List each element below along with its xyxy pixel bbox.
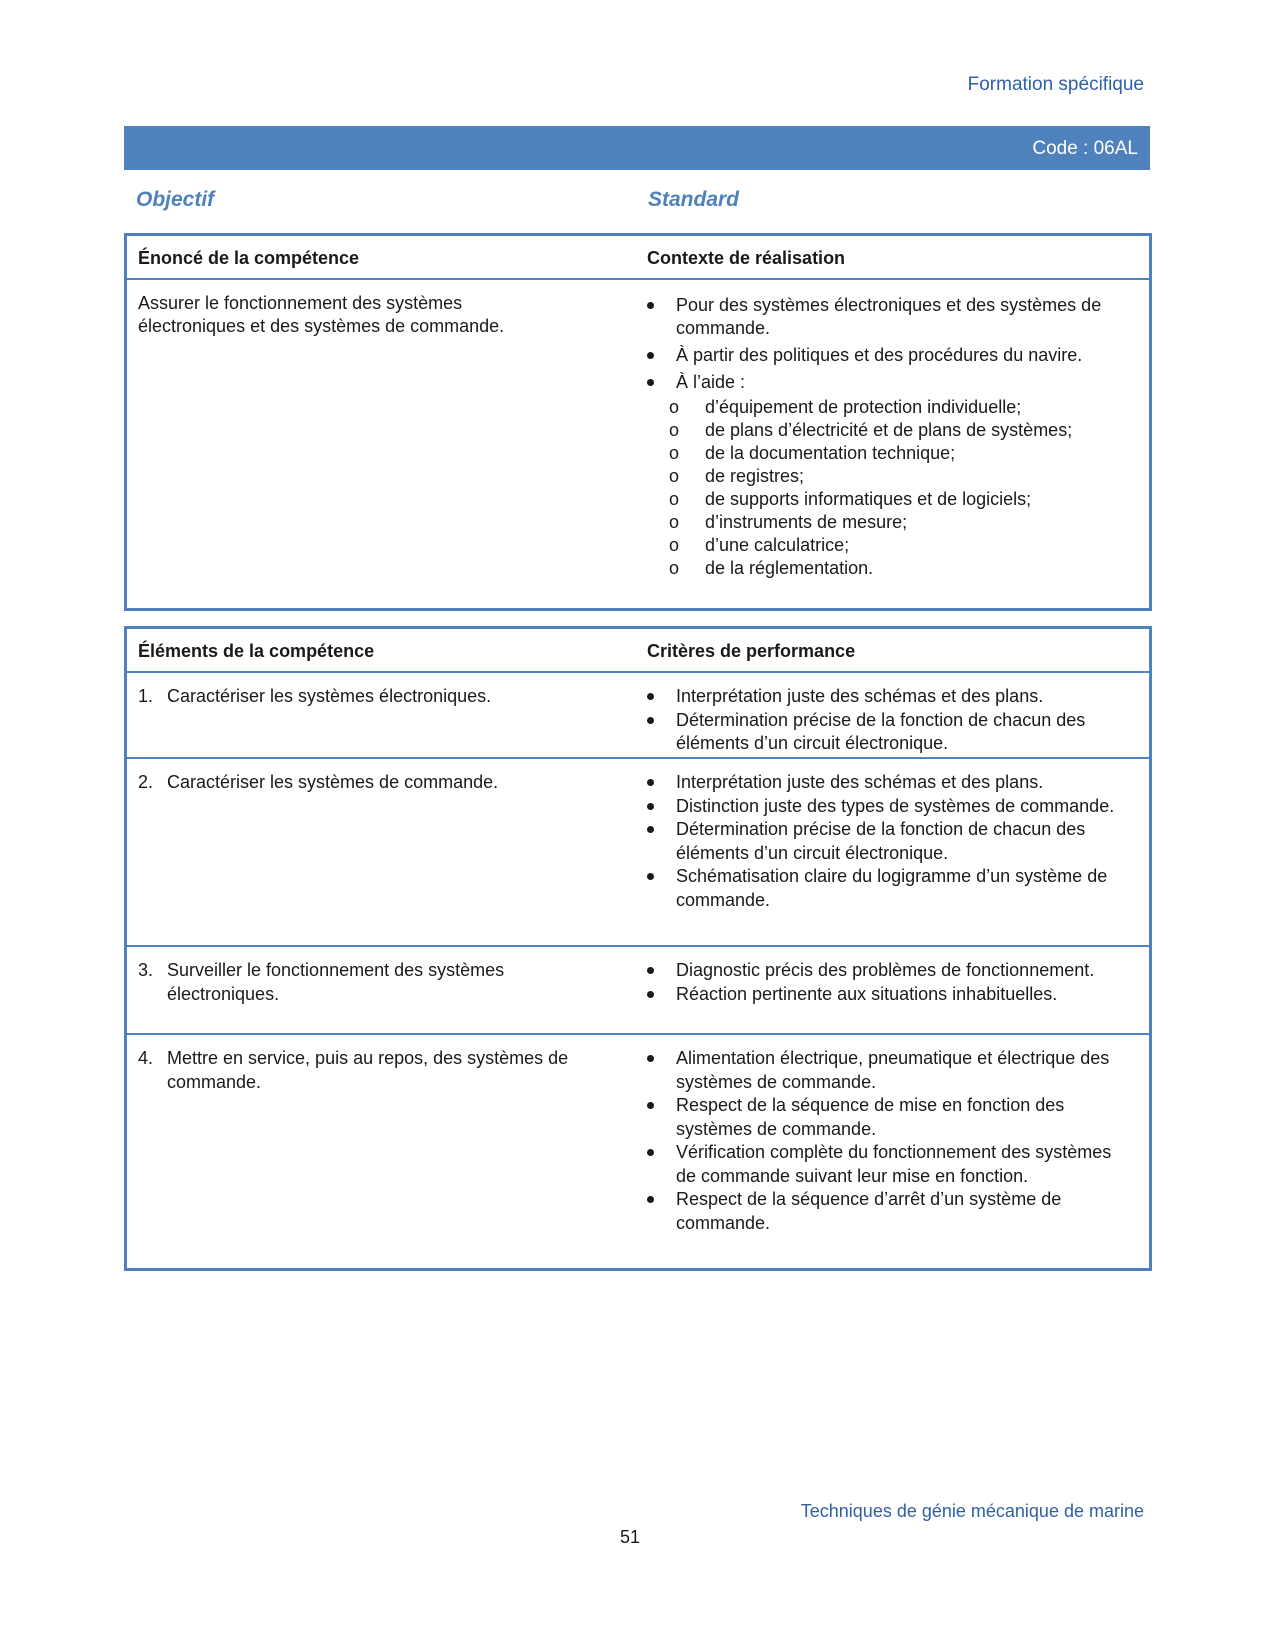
contexte-item: À partir des politiques et des procédures du navire. [647,344,1127,367]
contexte-heading: Contexte de réalisation [647,248,846,268]
criteres-heading: Critères de performance [647,641,856,661]
element-text: 1. Caractériser les systèmes électroniques. [138,686,492,706]
bullet-icon [647,803,654,810]
criteria-item: Alimentation électrique, pneumatique et électrique des systèmes de commande. [647,1047,1127,1094]
bullet-icon [647,779,654,786]
contexte-item: À l’aide : o d’équipement de protection individuelle; o de plans d’électricité et de plans de systèmes; o de la documentation technique; o de registres; o de supports informatiques et de logiciels; o d’instruments de mesure; o d’une calculatrice; o de la réglementation. [647,371,1127,580]
criteria-list [647,685,1127,756]
elements-heading: Éléments de la compétence [138,641,375,661]
bullet-icon [647,1102,654,1109]
element-row [127,947,1149,1035]
bullet-icon [647,873,654,880]
aide-item: o de la réglementation. [669,558,874,578]
contexte-item: Pour des systèmes électroniques et des systèmes de commande. [647,294,1127,340]
element-text: 2. Caractériser les systèmes de commande. [138,772,499,792]
bullet-icon [647,1196,654,1203]
aide-item: o de la documentation technique; [669,443,956,463]
bullet-icon [647,967,654,974]
formation-label: Formation spécifique [967,74,1144,95]
aide-item: o d’instruments de mesure; [669,512,908,532]
criteria-item: Respect de la séquence de mise en fonction des systèmes de commande. [647,1094,1127,1141]
standard-heading: Standard [648,188,740,211]
bullet-icon [647,379,654,386]
element-number: 1. [138,686,154,706]
element-row [127,759,1149,947]
sub-bullet-icon: o [669,489,680,509]
criteria-item: Respect de la séquence d’arrêt d’un système de commande. [647,1188,1127,1235]
criteria-list [647,959,1127,1006]
box1-header [127,236,1149,280]
criteria-item: Interprétation juste des schémas et des plans. [647,771,1127,795]
criteria-item: Distinction juste des types de systèmes de commande. [647,795,1127,819]
aide-item: o de plans d’électricité et de plans de systèmes; [669,420,1073,440]
competence-elements-box [124,626,1152,1271]
objectif-heading: Objectif [136,188,215,211]
competence-statement-box [124,233,1152,611]
bullet-icon [647,352,654,359]
bullet-icon [647,991,654,998]
element-number: 3. [138,960,154,980]
aide-list [669,396,1127,580]
aide-item: o d’équipement de protection individuelle; [669,397,1022,417]
criteria-list [647,1047,1127,1235]
element-text: 3. Surveiller le fonctionnement des systèmes électroniques. [138,960,505,1004]
contexte-list [647,294,1127,584]
element-row [127,673,1149,759]
code-label: Code : 06AL [1032,138,1138,159]
criteria-item: Réaction pertinente aux situations inhabituelles. [647,983,1127,1007]
criteria-item: Interprétation juste des schémas et des plans. [647,685,1127,709]
enonce-heading: Énoncé de la compétence [138,248,360,268]
element-number: 2. [138,772,154,792]
criteria-item: Détermination précise de la fonction de chacun des éléments d’un circuit électronique. [647,709,1127,756]
aide-item: o d’une calculatrice; [669,535,850,555]
element-text: 4. Mettre en service, puis au repos, des systèmes de commande. [138,1048,569,1092]
bullet-icon [647,717,654,724]
criteria-item: Détermination précise de la fonction de chacun des éléments d’un circuit électronique. [647,818,1127,865]
bullet-icon [647,302,654,309]
sub-bullet-icon: o [669,443,680,463]
page-number: 51 [619,1527,641,1547]
program-footer: Techniques de génie mécanique de marine [800,1501,1144,1521]
element-number: 4. [138,1048,154,1068]
sub-bullet-icon: o [669,535,680,555]
bullet-icon [647,826,654,833]
aide-item: o de supports informatiques et de logiciels; [669,489,1032,509]
box2-header [127,629,1149,673]
bullet-icon [647,693,654,700]
criteria-item: Diagnostic précis des problèmes de fonctionnement. [647,959,1127,983]
criteria-item: Vérification complète du fonctionnement des systèmes de commande suivant leur mise en fonction. [647,1141,1127,1188]
enonce-text: Assurer le fonctionnement des systèmes électroniques et des systèmes de commande. [138,293,505,336]
sub-bullet-icon: o [669,420,680,440]
bullet-icon [647,1149,654,1156]
code-band [124,126,1150,170]
criteria-list [647,771,1127,912]
bullet-icon [647,1055,654,1062]
sub-bullet-icon: o [669,558,680,578]
aide-item: o de registres; [669,466,805,486]
sub-bullet-icon: o [669,397,680,417]
criteria-item: Schématisation claire du logigramme d’un système de commande. [647,865,1127,912]
sub-bullet-icon: o [669,512,680,532]
sub-bullet-icon: o [669,466,680,486]
element-row [127,1035,1149,1263]
